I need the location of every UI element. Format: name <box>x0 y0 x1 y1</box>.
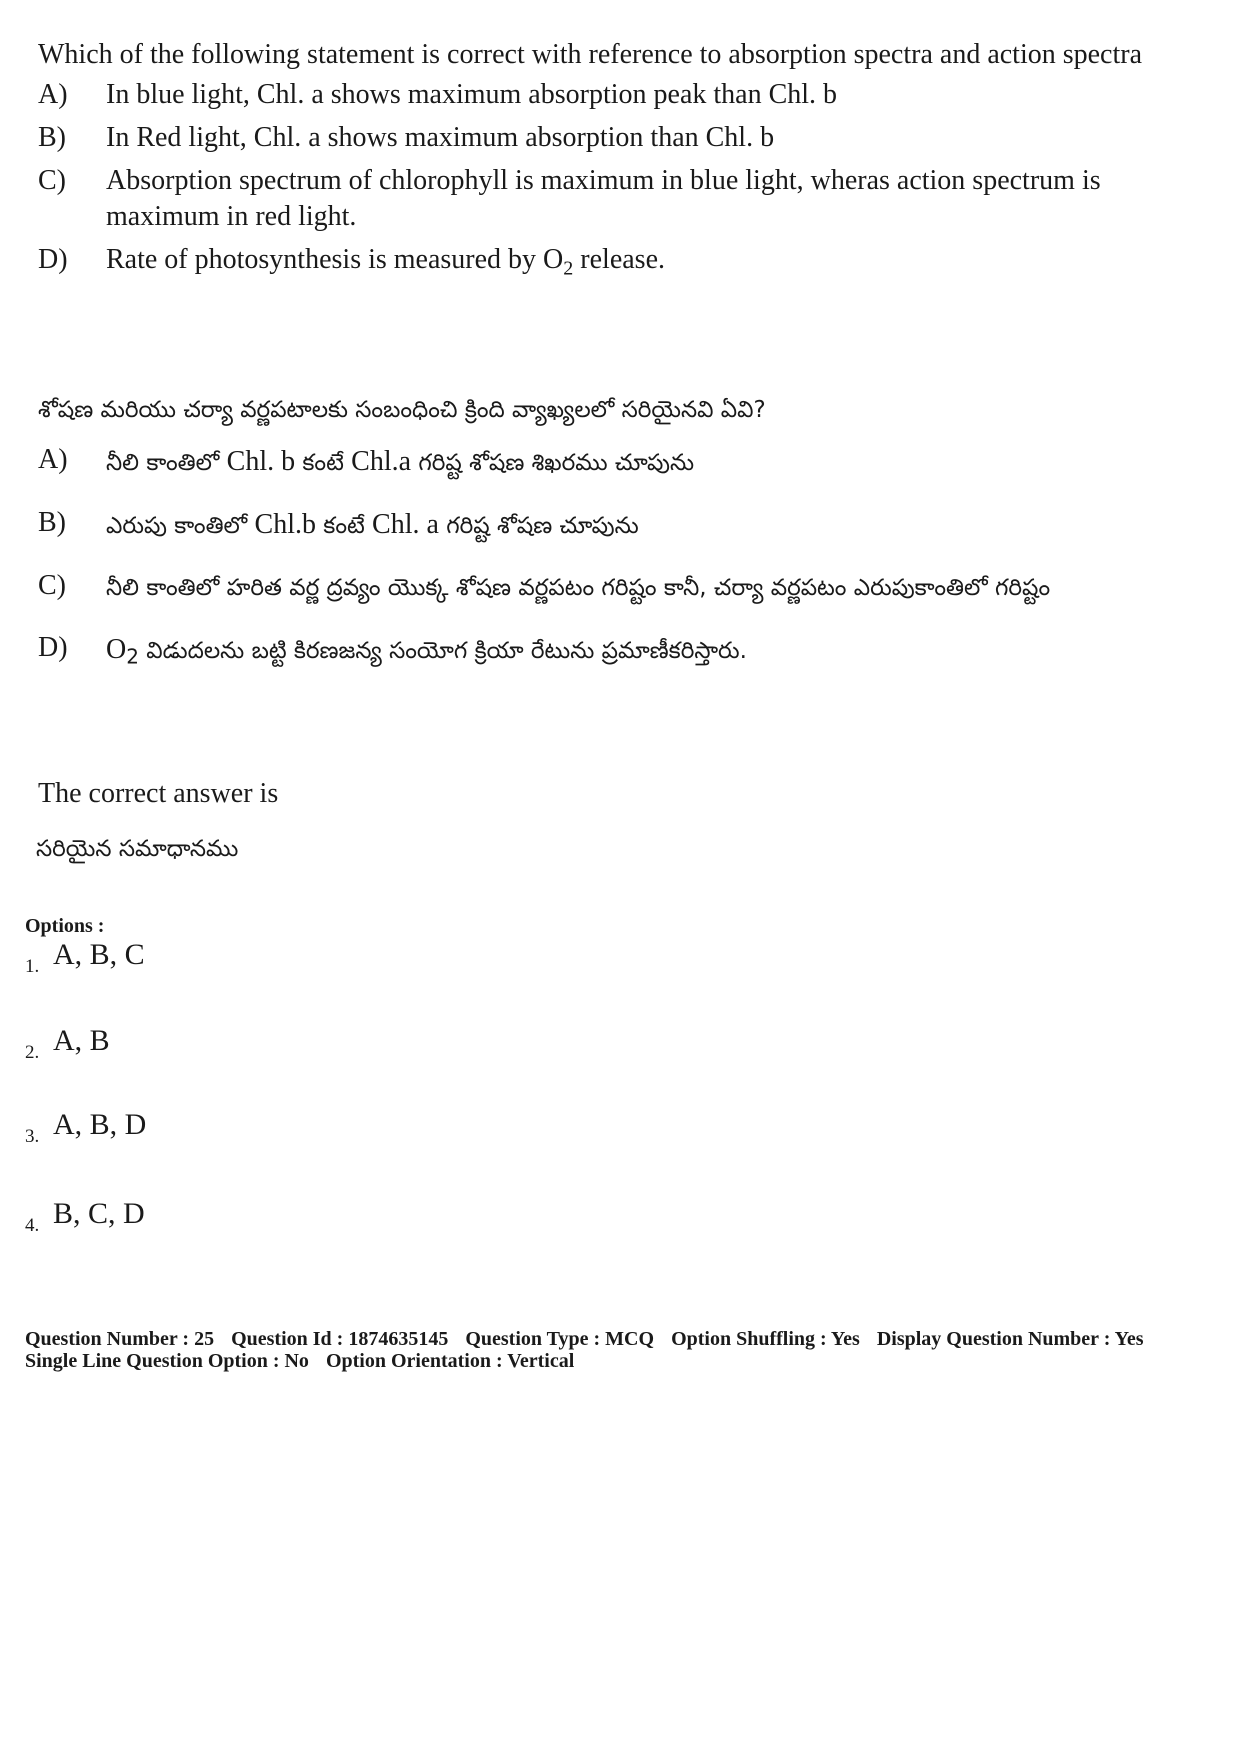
text-part: O <box>106 634 127 665</box>
option-number: 1. <box>25 956 40 977</box>
option-4[interactable] <box>25 1197 145 1236</box>
statement-a-telugu <box>38 438 1188 487</box>
options-title: Options : <box>25 915 105 937</box>
text-part: కంటే <box>295 450 352 476</box>
subscript: 2 <box>563 257 574 280</box>
option-3[interactable] <box>25 1108 147 1147</box>
text-part: Chl. b <box>226 446 296 477</box>
subscript: 2 <box>126 644 139 669</box>
statement-letter: C) <box>38 165 66 196</box>
question-metadata <box>25 1328 1225 1372</box>
statement-b-telugu <box>38 501 1188 550</box>
option-shuffling: Option Shuffling : Yes <box>671 1328 860 1350</box>
option-value: A, B <box>53 1024 110 1057</box>
statement-b <box>38 120 1188 156</box>
statement-letter: A) <box>38 79 68 110</box>
metadata-line-2 <box>25 1350 1225 1372</box>
text-part: Chl. a <box>372 509 439 540</box>
statement-text <box>106 438 1188 487</box>
option-number: 4. <box>25 1215 40 1236</box>
text-part: ఎరుపు కాంతిలో <box>106 513 255 539</box>
statement-c <box>38 163 1188 235</box>
statement-text-part: release. <box>573 244 665 275</box>
statement-text <box>106 242 1188 278</box>
statement-text: Absorption spectrum of chlorophyll is maximum in blue light, wheras action spectrum is maximum in red light. <box>106 165 1101 232</box>
statement-letter: B) <box>38 507 66 538</box>
display-question-number: Display Question Number : Yes <box>876 1328 1144 1350</box>
statement-letter: C) <box>38 570 66 601</box>
question-stem: Which of the following statement is correct with reference to absorption spectra and action spectra <box>38 39 1143 70</box>
question-english <box>38 36 1188 285</box>
text-part: గరిష్ట శోషణ శిఖరము చూపును <box>411 450 695 476</box>
option-value: B, C, D <box>53 1197 145 1230</box>
text-part: Chl.a <box>351 446 412 477</box>
option-orientation: Option Orientation : Vertical <box>325 1350 575 1372</box>
text-part: Chl.b <box>254 509 316 540</box>
answer-prompt-telugu: సరియైన సమాధానము <box>36 836 239 862</box>
question-stem-telugu: శోషణ మరియు చర్యా వర్ణపటాలకు సంబంధించి క్రింది వ్యాఖ్యలలో సరియైనవి ఏవి? <box>38 397 766 423</box>
statement-text: In Red light, Chl. a shows maximum absorption than Chl. b <box>106 122 775 153</box>
statement-letter: B) <box>38 122 66 153</box>
statement-text: In blue light, Chl. a shows maximum absorption peak than Chl. b <box>106 79 838 110</box>
option-2[interactable] <box>25 1024 110 1063</box>
option-number: 3. <box>25 1126 40 1147</box>
statement-text-part: Rate of photosynthesis is measured by O <box>106 244 564 275</box>
statement-list <box>38 77 1188 278</box>
statement-a <box>38 77 1188 113</box>
question-telugu <box>38 392 1188 689</box>
statement-d <box>38 242 1188 278</box>
statement-letter: D) <box>38 632 68 663</box>
single-line-option: Single Line Question Option : No <box>25 1350 309 1372</box>
text-part: కంటే <box>316 513 373 539</box>
option-value: A, B, C <box>53 938 145 971</box>
question-id: Question Id : 1874635145 <box>231 1328 449 1350</box>
metadata-line-1 <box>25 1328 1225 1350</box>
statement-text <box>106 626 1188 675</box>
option-value: A, B, D <box>53 1108 147 1141</box>
question-number: Question Number : 25 <box>25 1328 215 1350</box>
statement-letter: A) <box>38 444 68 475</box>
answer-prompt-english: The correct answer is <box>38 778 279 809</box>
option-1[interactable] <box>25 938 145 977</box>
question-type: Question Type : MCQ <box>465 1328 655 1350</box>
option-number: 2. <box>25 1042 40 1063</box>
text-part: గరిష్ట శోషణ చూపును <box>438 513 639 539</box>
statement-c-telugu <box>38 564 1188 612</box>
statement-text: నీలి కాంతిలో హరిత వర్ణ ద్రవ్యం యొక్క శోషణ వర్ణపటం గరిష్టం కానీ, చర్యా వర్ణపటం ఎరుపుకాంతిలో గరిష్టం <box>106 575 1051 601</box>
statement-letter: D) <box>38 244 68 275</box>
text-part: నీలి కాంతిలో <box>106 450 227 476</box>
text-part: విడుదలను బట్టి కిరణజన్య సంయోగ క్రియా రేటును ప్రమాణీకరిస్తారు. <box>138 638 747 664</box>
statement-text <box>106 501 1188 550</box>
statement-d-telugu <box>38 626 1188 675</box>
